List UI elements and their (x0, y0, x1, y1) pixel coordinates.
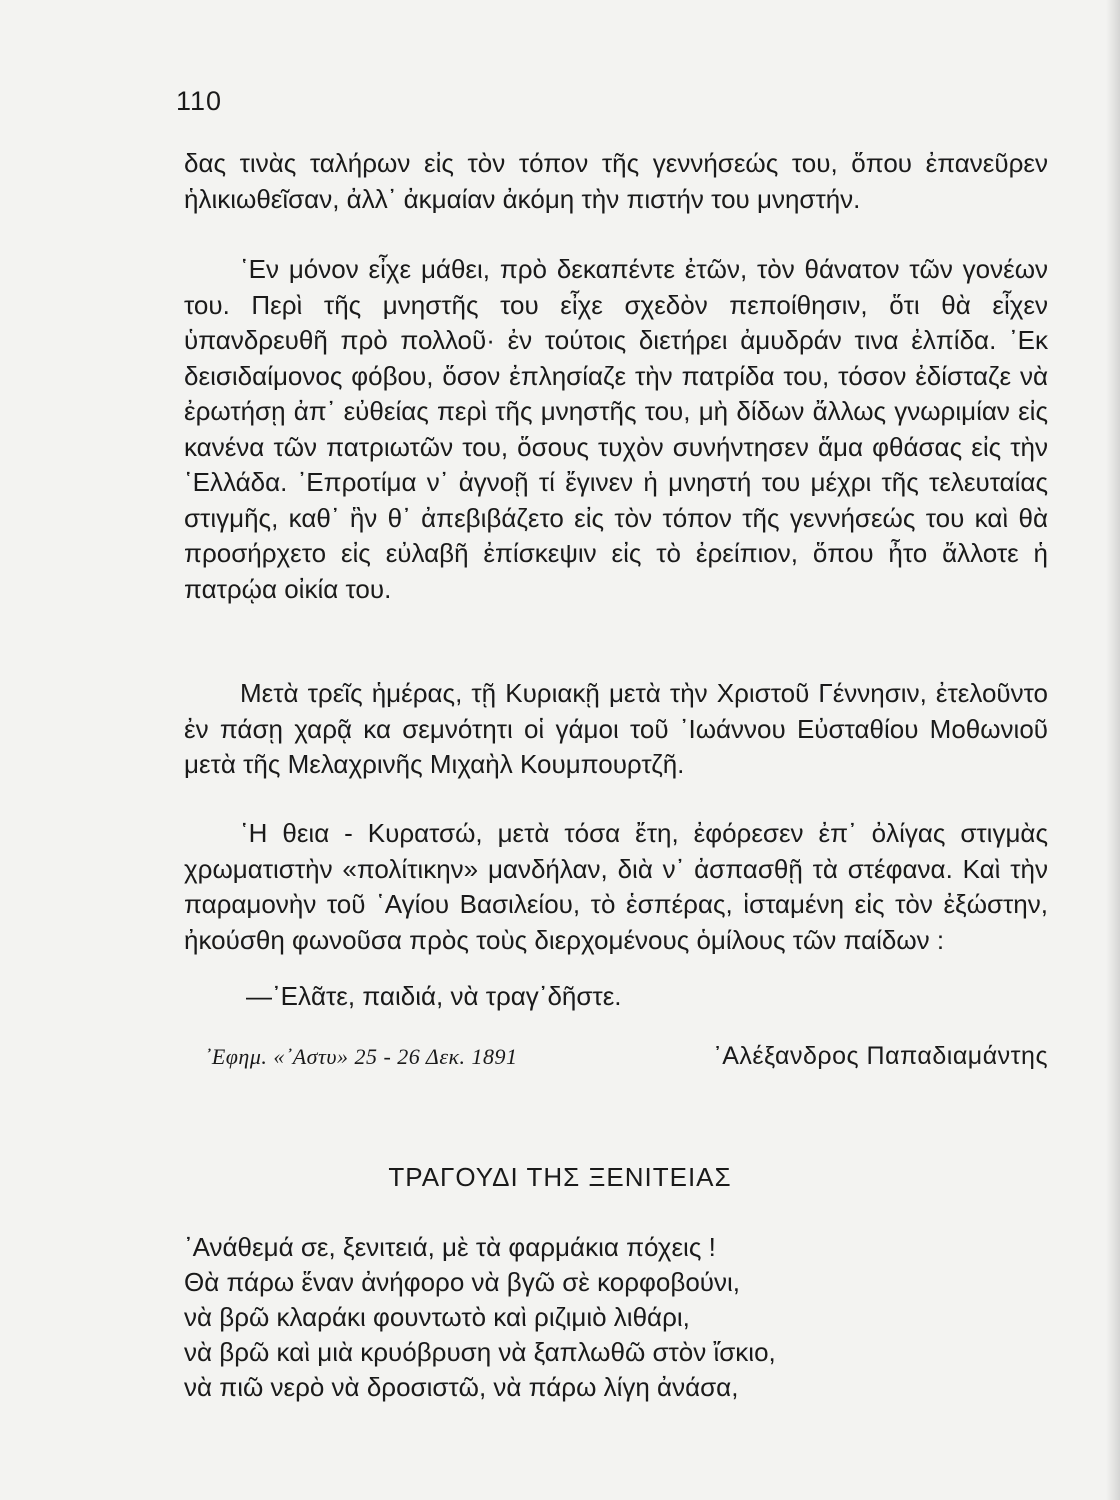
story-paragraph-4: ῾Η θεια - Κυρατσώ, μετὰ τόσα ἔτη, ἐφόρεσεν ἐπ᾽ ὀλίγας στιγμὰς χρωματιστὴν «πολίτικην» μανδήλαν, διὰ ν᾽ ἀσπασθῇ τὰ στέφανα. Καὶ τὴν παραμονὴν τοῦ ῾Αγίου Βασιλείου, τὸ ἑσπέρας, ἱσταμένη εἰς τὸν ἐξώστην, ἠκούσθη φωνοῦσα πρὸς τοὺς διερχομένους ὁμίλους τῶν παίδων : (184, 818, 1048, 955)
poem-title: ΤΡΑΓΟΥΔΙ ΤΗΣ ΞΕΝΙΤΕΙΑΣ (388, 1162, 732, 1192)
poem-line: νὰ πιῶ νερὸ νὰ δροσιστῶ, νὰ πάρω λίγη ἀνάσα, (184, 1372, 739, 1402)
poem-line: νὰ βρῶ καὶ μιὰ κρυόβρυση νὰ ξαπλωθῶ στὸν ἴσκιο, (184, 1337, 776, 1367)
poem-line: Θὰ πάρω ἕναν ἀνήφορο νὰ βγῶ σὲ κορφοβούνι, (184, 1267, 741, 1297)
poem-line: νὰ βρῶ κλαράκι φουντωτὸ καὶ ριζιμιὸ λιθάρι, (184, 1302, 690, 1332)
story-paragraph-3: Μετὰ τρεῖς ἡμέρας, τῇ Κυριακῇ μετὰ τὴν Χριστοῦ Γέννησιν, ἐτελοῦντο ἐν πάσῃ χαρᾷ κα σεμνότητι οἱ γάμοι τοῦ ᾽Ιωάννου Εὐσταθίου Μοθωνιοῦ μετὰ τῆς Μελαχρινῆς Μιχαὴλ Κουμπουρτζῆ. (184, 678, 1048, 779)
page-number: 110 (176, 86, 223, 116)
author-name: ᾽Αλέξανδρος Παπαδιαμάντης (713, 1042, 1048, 1070)
story-dialogue-line: —᾽Ελᾶτε, παιδιά, νὰ τραγ᾽δῆστε. (246, 981, 622, 1011)
story-paragraph-2: ῾Εν μόνον εἶχε μάθει, πρὸ δεκαπέντε ἐτῶν, τὸν θάνατον τῶν γονέων του. Περὶ τῆς μνηστῆς του εἶχε σχεδὸν πεποίθησιν, ὅτι θὰ εἶχεν ὑπανδρευθῆ πρὸ πολλοῦ· ἐν τούτοις διετήρει ἀμυδράν τινα ἐλπίδα. ᾽Εκ δεισιδαίμονος φόβου, ὅσον ἐπλησίαζε τὴν πατρίδα του, τόσον ἐδίσταζε νὰ ἐρωτήσῃ ἀπ᾽ εὐθείας περὶ τῆς μνηστῆς του, μὴ δίδων ἄλλως γνωριμίαν εἰς κανένα τῶν πατριωτῶν του, ὅσους τυχὸν συνήντησεν ἅμα φθάσας εἰς τὴν ῾Ελλάδα. ᾽Επροτίμα ν᾽ ἀγνοῇ τί ἔγινεν ἡ μνηστή του μέχρι τῆς τελευταίας στιγμῆς, καθ᾽ ἣν θ᾽ ἀπεβιβάζετο εἰς τὸν τόπον τῆς γεννήσεώς του καὶ θὰ προσήρχετο εἰς εὐλαβῆ ἐπίσκεψιν εἰς τὸ ἐρείπιον, ὅπου ἦτο ἄλλοτε ἡ πατρῴα οἰκία του. (184, 254, 1048, 604)
page-edge-shadow (1106, 0, 1120, 1500)
publication-source: ᾽Εφημ. «᾽Αστυ» 25 - 26 Δεκ. 1891 (204, 1044, 518, 1069)
story-paragraph-1: δας τινὰς ταλήρων εἰς τὸν τόπον τῆς γεννήσεώς του, ὅπου ἐπανεῦρεν ἡλικιωθεῖσαν, ἀλλ᾽ ἀκμαίαν ἀκόμη τὴν πιστήν του μνηστήν. (184, 148, 1048, 214)
poem-verses (184, 1230, 776, 1405)
poem-line: ᾽Ανάθεμά σε, ξενιτειά, μὲ τὰ φαρμάκια πόχεις ! (184, 1232, 716, 1262)
